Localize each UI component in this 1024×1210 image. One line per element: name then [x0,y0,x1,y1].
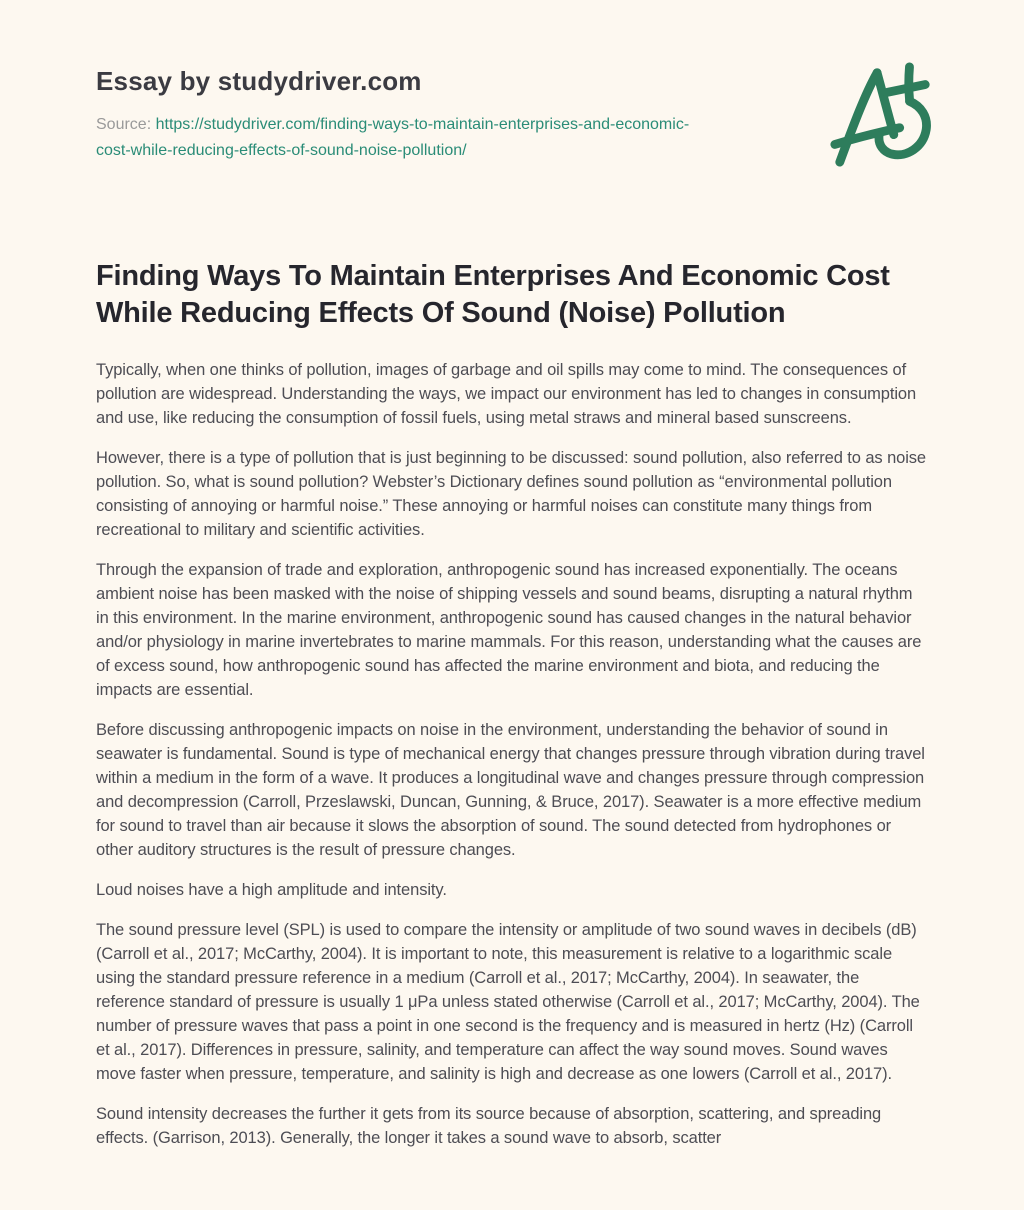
essay-paragraph: Typically, when one thinks of pollution, images of garbage and oil spills may come to mind. The consequences of pollution are widespread. Understanding the ways, we impact our environment has led to changes in consumption and use, like reducing the consumption of fossil fuels, using metal straws and mineral based sunscreens. [96,361,917,427]
essay-title: Finding Ways To Maintain Enterprises And Economic Cost While Reducing Effects Of Sound (Noise) Pollution [96,260,890,329]
byline: Essay by studydriver.com [96,66,422,96]
source-label: Source: [96,116,152,133]
source-url-line1: https://studydriver.com/finding-ways-to-maintain-enterprises-and-economic- [155,116,690,133]
essay-paragraph: Through the expansion of trade and exploration, anthropogenic sound has increased exponentially. The oceans ambient noise has been masked with the noise of shipping vessels and sound beams, disrupting a natural rhythm in this environment. In the marine environment, anthropogenic sound has caused changes in the natural behavior and/or physiology in marine invertebrates to marine mammals. For this reason, understanding what the causes are of excess sound, how anthropogenic sound has affected the marine environment and biota, and reducing the impacts are essential. [96,561,922,699]
essay-paragraph: Loud noises have a high amplitude and intensity. [96,881,447,899]
essay-paragraph: Before discussing anthropogenic impacts on noise in the environment, understanding the behavior of sound in seawater is fundamental. Sound is type of mechanical energy that changes pressure through vibration during travel within a medium in the form of a wave. It produces a longitudinal wave and changes pressure through compression and decompression (Carroll, Przeslawski, Duncan, Gunning, & Bruce, 2017). Seawater is a more effective medium for sound to travel than air because it slows the absorption of sound. The sound detected from hydrophones or other auditory structures is the result of pressure changes. [96,721,925,859]
source-url-link[interactable] [96,116,689,159]
essay-body [96,358,928,1150]
essay-paragraph: However, there is a type of pollution that is just beginning to be discussed: sound pollution, also referred to as noise pollution. So, what is sound pollution? Webster’s Dictionary defines sound pollution as “environmental pollution consisting of annoying or harmful noise.” These annoying or harmful noises can constitute many things from recreational to military and scientific activities. [96,449,927,539]
essay-paragraph: Sound intensity decreases the further it gets from its source because of absorption, scattering, and spreading effects. (Garrison, 2013). Generally, the longer it takes a sound wave to absorb, scatter [96,1105,882,1147]
source-url-line2: cost-while-reducing-effects-of-sound-noise-pollution/ [96,142,467,159]
source-line [96,112,796,164]
essay-paragraph: The sound pressure level (SPL) is used to compare the intensity or amplitude of two sound waves in decibels (dB) (Carroll et al., 2017; McCarthy, 2004). It is important to note, this measurement is relative to a logarithmic scale using the standard pressure reference in a medium (Carroll et al., 2017; McCarthy, 2004). In seawater, the reference standard of pressure is usually 1 μPa unless stated otherwise (Carroll et al., 2017; McCarthy, 2004). The number of pressure waves that pass a point in one second is the frequency and is measured in hertz (Hz) (Carroll et al., 2017). Differences in pressure, salinity, and temperature can affect the way sound moves. Sound waves move faster when pressure, temperature, and salinity is high and decrease as one lowers (Carroll et al., 2017). [96,921,920,1083]
a-plus-grade-logo-icon [828,60,936,168]
